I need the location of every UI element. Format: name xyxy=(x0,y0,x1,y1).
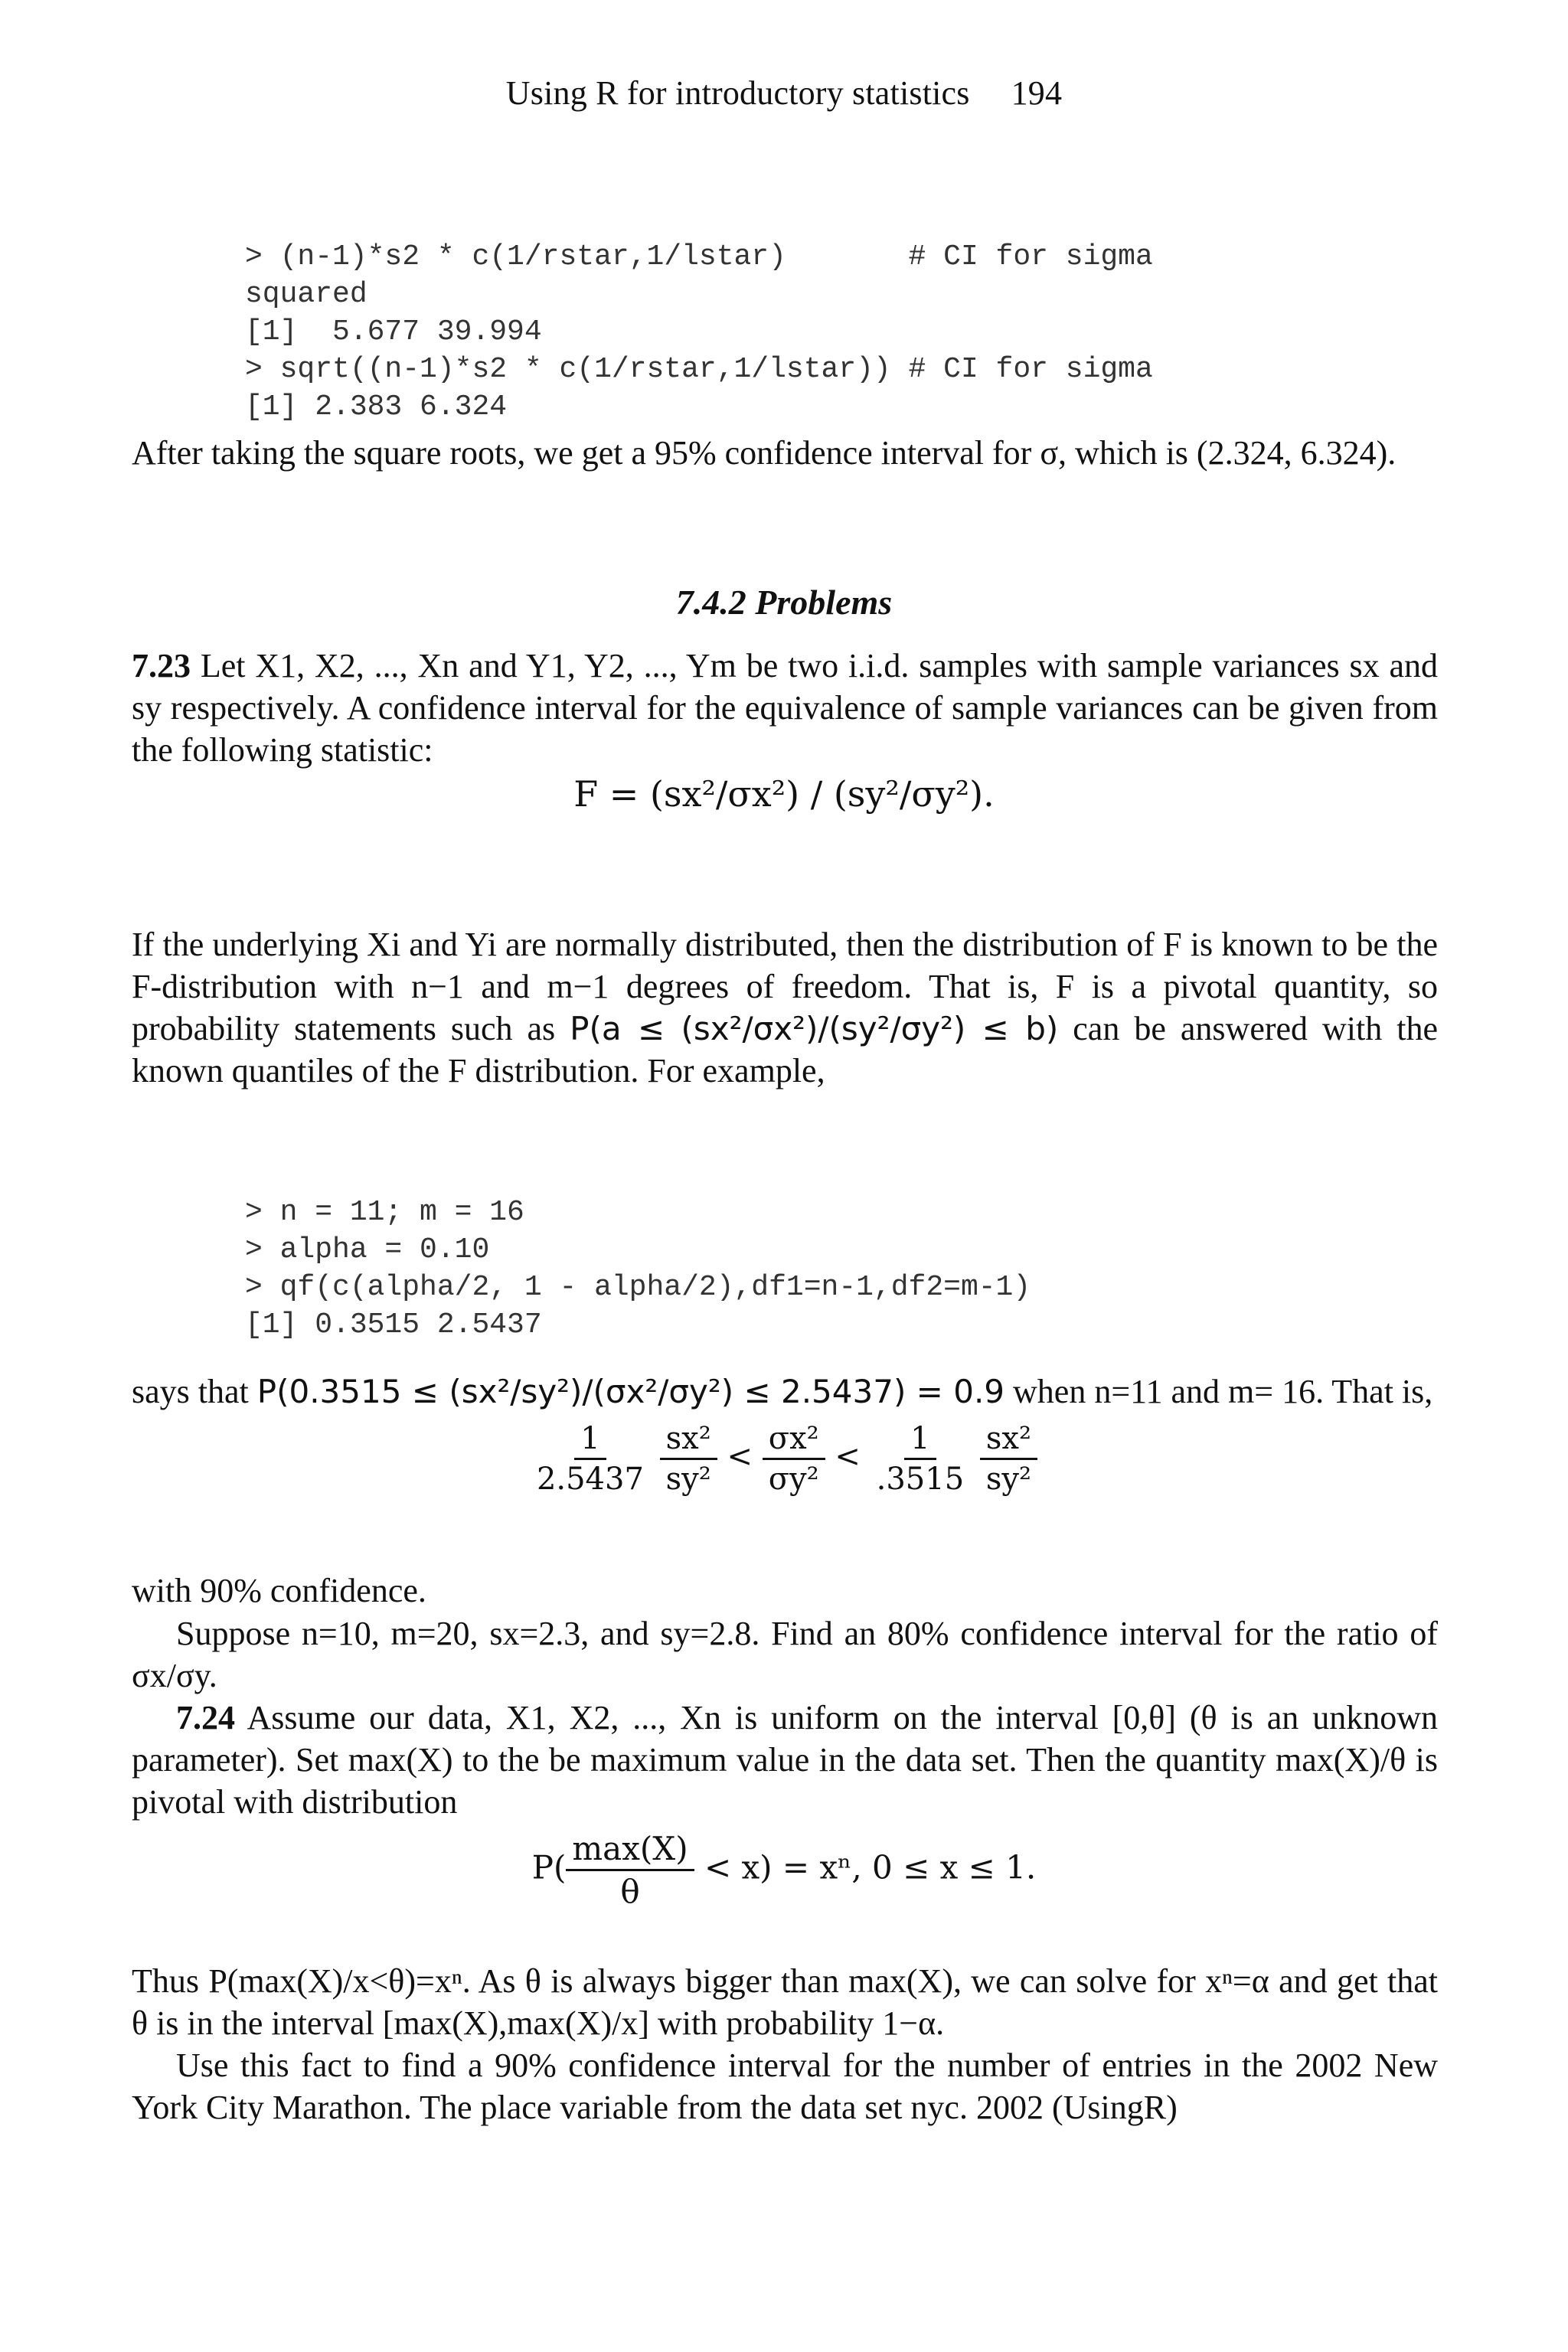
inline-probability: P(a ≤ (sx²/σx²)/(sy²/σy²) ≤ b) xyxy=(570,1010,1059,1047)
problem-number: 7.24 xyxy=(176,1699,235,1736)
problem-number: 7.23 xyxy=(132,647,191,684)
problem-text: Let X1, X2, ..., Xn and Y1, Y2, ..., Ym be two i.i.d. samples with sample variances sx and sy respectively. A confidence interval for the equivalence of sample variances can be given from the following statistic: xyxy=(132,647,1438,769)
paragraph-use-fact: Use this fact to find a 90% confidence interval for the number of entries in the 2002 New York City Marathon. The place variable from the data set nyc. 2002 (UsingR) xyxy=(132,2047,1438,2126)
code-line: squared xyxy=(245,278,368,311)
code-line: > alpha = 0.10 xyxy=(245,1233,490,1266)
paragraph-confidence: with 90% confidence. xyxy=(132,1572,426,1609)
body-text-end: can be answered with the known quantiles of the F distribution. For example, xyxy=(132,1010,1439,1089)
paragraph-thus: Thus P(max(X)/x<θ)=xⁿ. As θ is always bigger than max(X), we can solve for xⁿ=α and get that θ is in the interval [max(X),max(X)/x] with probability 1−α. xyxy=(132,1962,1438,2042)
paragraph-sqrt-roots: After taking the square roots, we get a 95% confidence interval for σ, which is (2.324, 6.324). xyxy=(132,434,1396,472)
page-number: 194 xyxy=(1011,74,1063,112)
says-that-suffix: when n=11 and m= 16. That is, xyxy=(1013,1373,1433,1410)
says-that-prefix: says that xyxy=(132,1373,249,1410)
formula-max-distribution: P( $\frac{\max(X)}{\theta}$ < x) = xⁿ, 0 ≤ x ≤ 1. xyxy=(531,1830,1037,1910)
header-title: Using R for introductory statistics xyxy=(505,74,970,112)
section-heading: 7.4.2 Problems xyxy=(675,583,893,622)
code-line: > (n-1)*s2 * c(1/rstar,1/lstar) # CI for sigma xyxy=(245,240,1153,273)
code-line: [1] 5.677 39.994 xyxy=(245,315,542,348)
code-line: > sqrt((n-1)*s2 * c(1/rstar,1/lstar)) # CI for sigma xyxy=(245,353,1153,386)
inline-probability-result: P(0.3515 ≤ (sx²/sy²)/(σx²/σy²) ≤ 2.5437) = 0.9 xyxy=(256,1373,1005,1410)
problem-7-23-intro xyxy=(132,645,1438,771)
problem-7-24 xyxy=(132,1697,1438,1823)
confidence-inequality: $\frac{1}{2.5437}$ $\frac{\text{sx²}}{\text{sy²}}$ < $\frac{\text{σx²}}{\text{σy²}}$ < $\frac{1}{.3515}$ $\frac{\text{sx²}}{\text{sy²}}$ xyxy=(0,1421,1568,1497)
problem-text: Assume our data, X1, X2, ..., Xn is uniform on the interval [0,θ] (θ is an unknown parameter). Set max(X) to the be maximum value in the data set. Then the quantity max(X)/θ is pivotal with distribution xyxy=(132,1699,1438,1821)
says-that-line xyxy=(132,1370,1438,1413)
code-line: > qf(c(alpha/2, 1 - alpha/2),df1=n-1,df2=m-1) xyxy=(245,1271,1031,1304)
paragraph-suppose: Suppose n=10, m=20, sx=2.3, and sy=2.8. Find an 80% confidence interval for the ratio of σx/σy. xyxy=(132,1615,1438,1694)
code-line: [1] 0.3515 2.5437 xyxy=(245,1308,542,1341)
running-header xyxy=(0,74,1568,113)
problem-7-23-body xyxy=(132,923,1438,1092)
code-line: [1] 2.383 6.324 xyxy=(245,390,508,423)
code-line: > n = 11; m = 16 xyxy=(245,1196,524,1229)
body-text: If the underlying Xi and Yi are normally distributed, then the distribution of F is known to be the F-distribution with n−1 and m−1 degrees of freedom. That is, F is a pivotal quantity, so probability statements such as xyxy=(132,926,1438,1047)
formula-f-statistic: F = (sx²/σx²) / (sy²/σy²). xyxy=(573,773,995,815)
